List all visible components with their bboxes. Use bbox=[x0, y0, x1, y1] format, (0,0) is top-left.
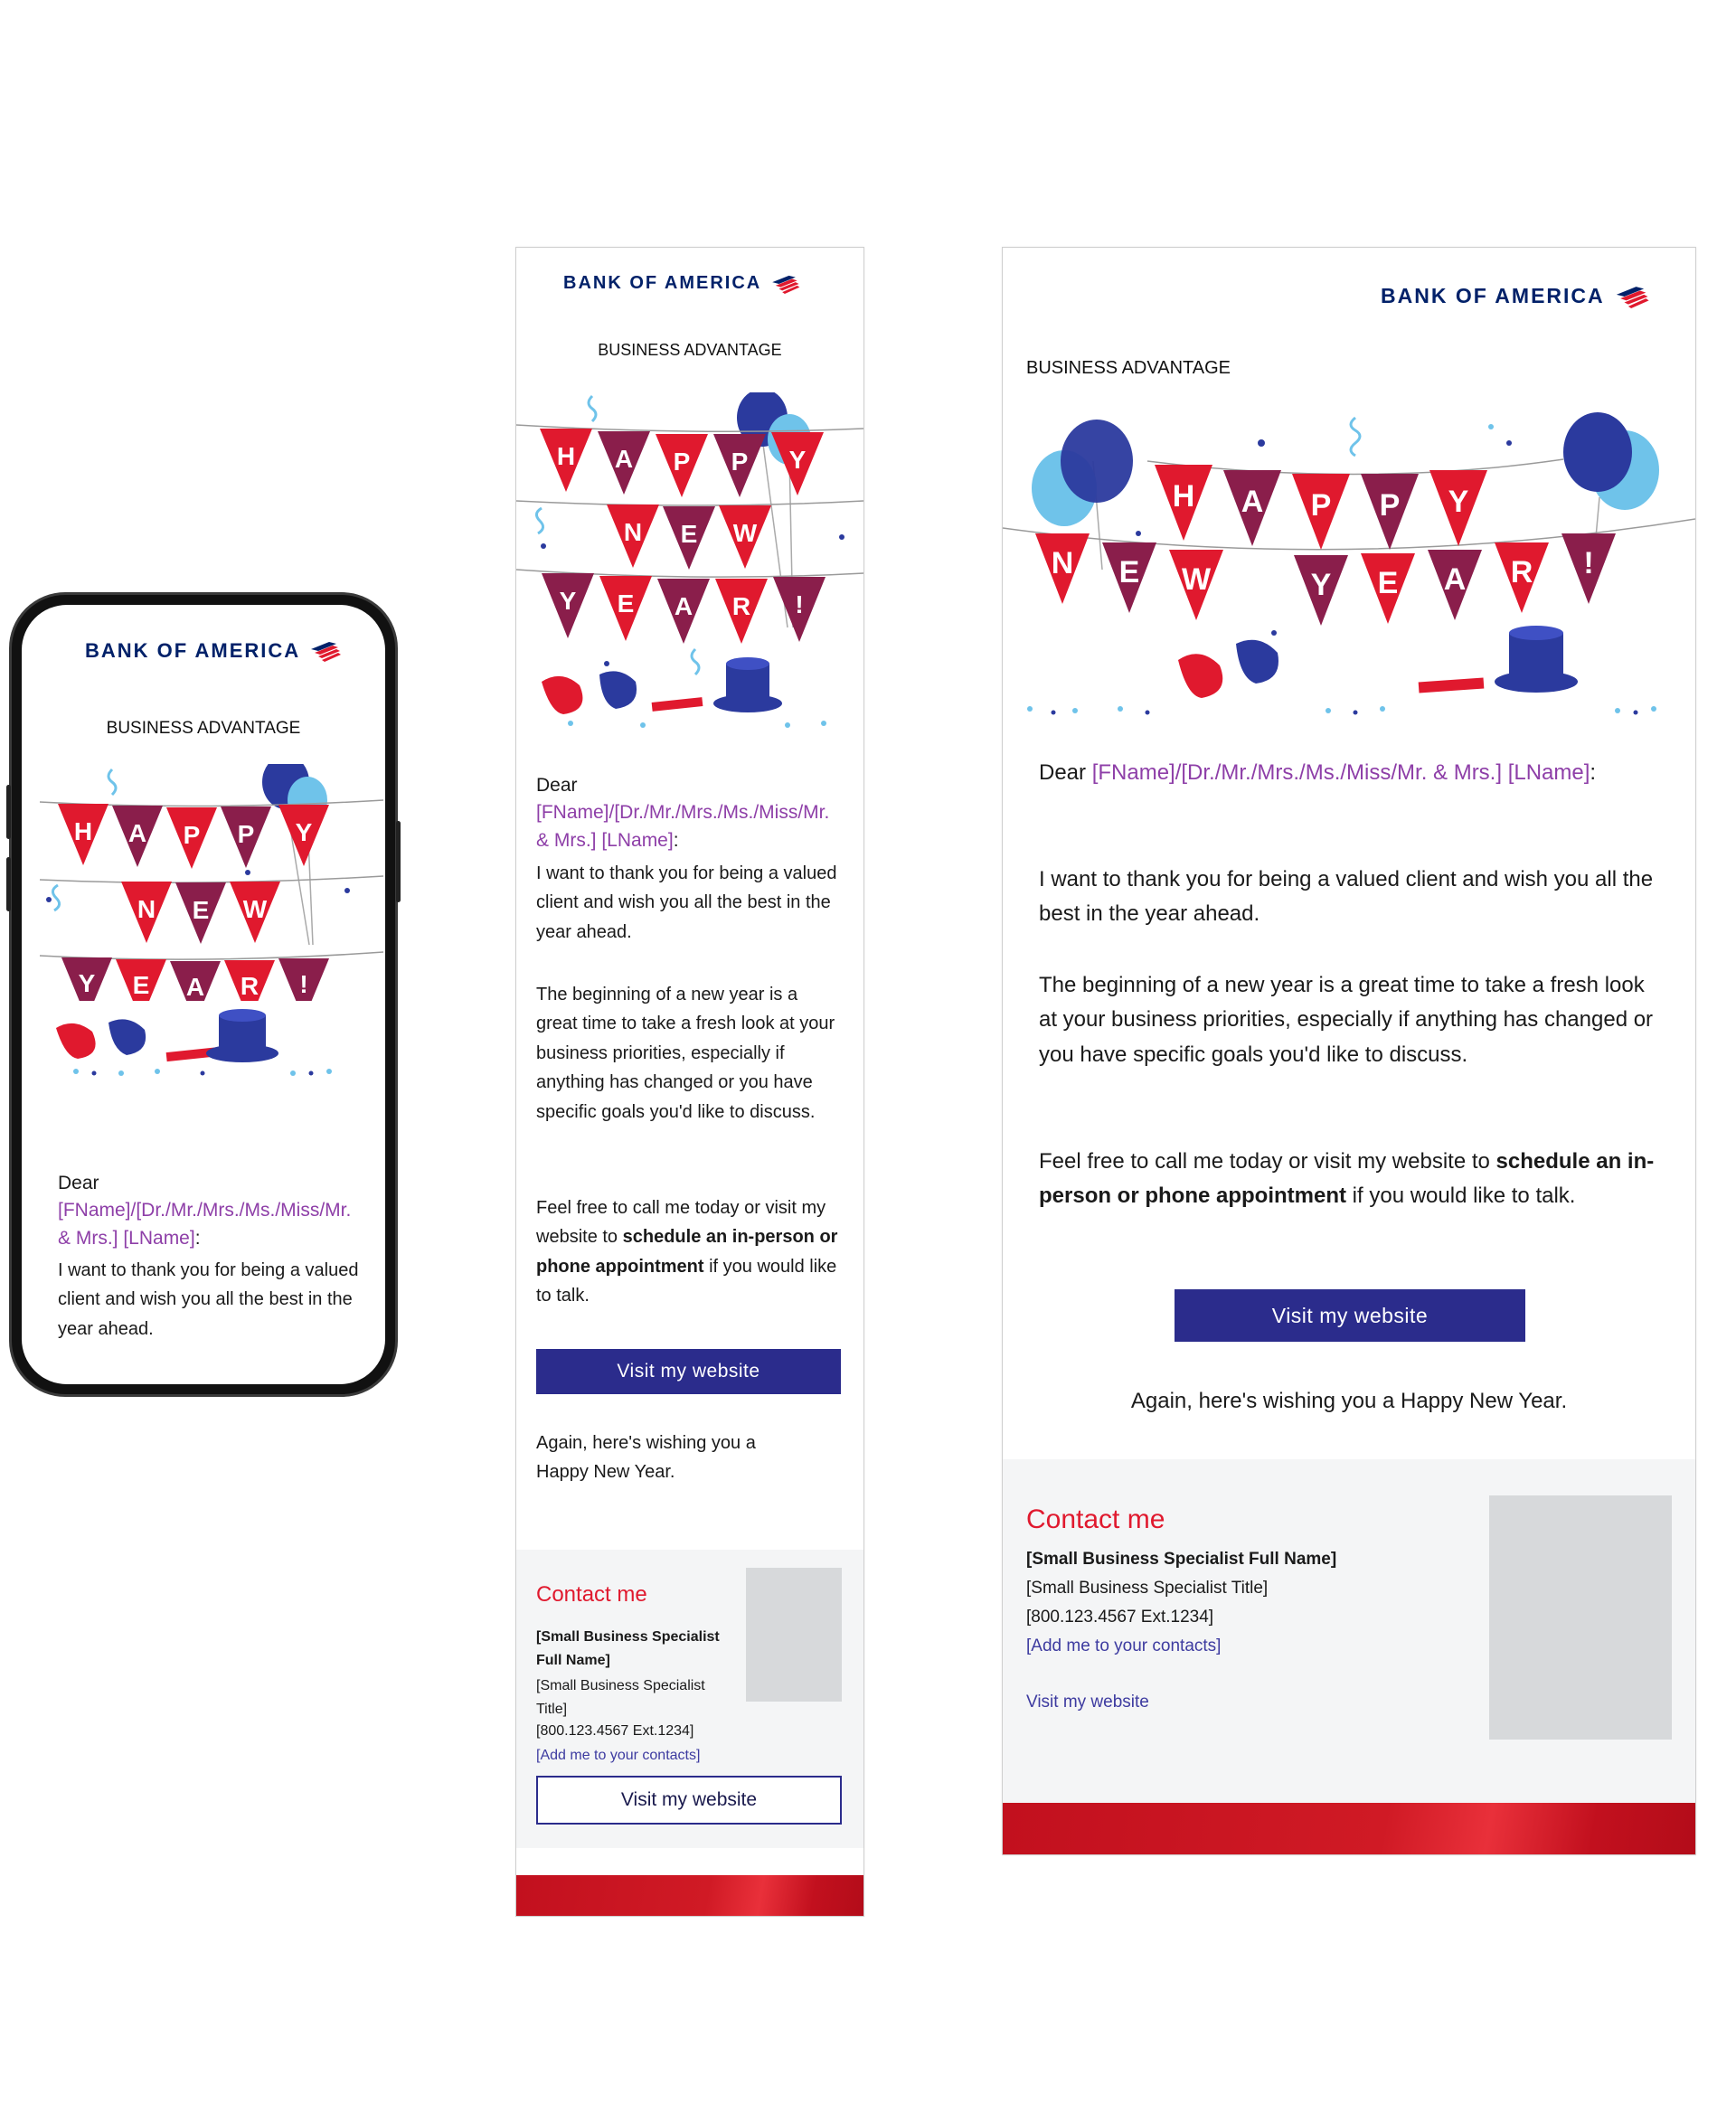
phone-screen bbox=[22, 605, 385, 1384]
top-hat-icon bbox=[206, 1009, 278, 1062]
pennant-letter: P bbox=[731, 448, 749, 476]
merge-colon: : bbox=[673, 829, 679, 851]
pennant-letter: H bbox=[1172, 479, 1195, 514]
pennant-letter: R bbox=[240, 972, 259, 1000]
streamer-icon bbox=[1351, 418, 1360, 456]
add-to-contacts-link[interactable]: [Add me to your contacts] bbox=[536, 1748, 701, 1763]
pennant-letter: E bbox=[617, 589, 635, 618]
visit-website-outline-button[interactable]: Visit my website bbox=[536, 1776, 842, 1825]
new-year-banner bbox=[516, 392, 863, 736]
email-preview-wide bbox=[1002, 247, 1696, 1855]
pennant-letter: ! bbox=[1583, 546, 1594, 580]
pennant-letter: E bbox=[1377, 566, 1399, 600]
visit-website-button[interactable]: Visit my website bbox=[536, 1349, 841, 1394]
pennant-letter: P bbox=[1310, 488, 1332, 523]
contact-title: Contact me bbox=[1026, 1504, 1165, 1534]
mask-icon bbox=[1178, 640, 1278, 698]
p3-text: if you would like to talk. bbox=[1352, 1184, 1576, 1209]
brand-name: BANK OF AMERICA bbox=[1381, 284, 1605, 307]
merge-colon: : bbox=[194, 1227, 201, 1249]
pennant-letter: Y bbox=[1310, 568, 1332, 602]
specialist-name: [Small Business Specialist Full Name] bbox=[1026, 1550, 1337, 1569]
salutation-prefix: Dear bbox=[58, 1173, 99, 1193]
phone-power-button bbox=[396, 821, 401, 902]
contact-section bbox=[516, 1550, 863, 1848]
pennant-letter: H bbox=[556, 442, 576, 470]
body-paragraph-3 bbox=[1039, 1145, 1672, 1214]
bank-of-america-flag-icon bbox=[306, 640, 342, 662]
brand-logo bbox=[563, 273, 801, 294]
program-name: BUSINESS ADVANTAGE bbox=[106, 719, 301, 738]
balloon-icon bbox=[262, 764, 327, 945]
pennant-letter: H bbox=[73, 817, 93, 845]
specialist-photo-placeholder bbox=[1489, 1495, 1672, 1740]
merge-field-name: [FName]/[Dr./Mr./Mrs./Ms./Miss/Mr. & Mrs.] [LName] bbox=[58, 1200, 352, 1249]
body-paragraph-3 bbox=[536, 1193, 844, 1311]
top-hat-icon bbox=[713, 657, 782, 712]
pennant-letter: ! bbox=[299, 970, 308, 998]
pennant-letter: P bbox=[1379, 488, 1401, 523]
p3-text: Feel free to call me today or visit my website to bbox=[536, 1198, 826, 1248]
merge-field-name: [FName]/[Dr./Mr./Mrs./Ms./Miss/Mr. & Mrs.] [LName] bbox=[1091, 760, 1590, 785]
merge-colon: : bbox=[1590, 760, 1597, 785]
salutation bbox=[58, 1170, 365, 1252]
mask-icon bbox=[542, 671, 637, 714]
pennant-letter: E bbox=[192, 896, 210, 924]
visit-website-button[interactable]: Visit my website bbox=[1175, 1289, 1525, 1342]
pennant-letter: Y bbox=[788, 446, 807, 474]
pennant-letter: P bbox=[673, 448, 691, 476]
new-year-banner bbox=[1003, 407, 1695, 729]
pennant-letter: A bbox=[185, 973, 205, 1001]
footer-bar bbox=[1003, 1803, 1695, 1854]
phone-mockup bbox=[9, 592, 398, 1397]
brand-name: BANK OF AMERICA bbox=[85, 639, 301, 662]
pennant-letter: R bbox=[731, 592, 751, 620]
top-hat-icon bbox=[1495, 626, 1578, 693]
pennant-letter: Y bbox=[559, 587, 577, 615]
mask-icon bbox=[56, 1019, 146, 1059]
salutation-prefix: Dear bbox=[536, 775, 578, 796]
p3-text: if you would like to talk. bbox=[536, 1256, 837, 1306]
p3-bold-text: schedule an in-person or phone appointment bbox=[1039, 1149, 1655, 1209]
pennant-letter: N bbox=[137, 895, 156, 923]
program-name: BUSINESS ADVANTAGE bbox=[1026, 358, 1231, 378]
pennant-letter: N bbox=[623, 518, 643, 546]
brand-name: BANK OF AMERICA bbox=[563, 273, 762, 293]
pennant-letter: W bbox=[1181, 562, 1212, 597]
pennant-letter: P bbox=[237, 820, 255, 848]
closing-line: Again, here's wishing you a Happy New Year. bbox=[536, 1433, 756, 1483]
pennant-letter: W bbox=[732, 519, 758, 547]
specialist-title: [Small Business Specialist Title] bbox=[536, 1678, 705, 1718]
salutation bbox=[536, 772, 844, 854]
party-props-illustration bbox=[22, 1001, 385, 1084]
pennant-letter: P bbox=[183, 821, 201, 849]
pennant-letter: Y bbox=[295, 818, 313, 846]
pennant-letter: ! bbox=[795, 590, 804, 618]
visit-website-link[interactable]: Visit my website bbox=[1026, 1693, 1149, 1712]
contact-section bbox=[1003, 1459, 1695, 1803]
bank-of-america-flag-icon bbox=[1610, 285, 1650, 308]
phone-volume-button bbox=[6, 857, 11, 911]
specialist-title: [Small Business Specialist Title] bbox=[1026, 1579, 1269, 1598]
bank-of-america-flag-icon bbox=[767, 274, 801, 294]
pennant-letter: A bbox=[127, 819, 147, 847]
body-paragraph-2: The beginning of a new year is a great time to take a fresh look at your business priorities, especially if anything has changed or you have specific goals you'd like to discuss. bbox=[536, 985, 835, 1122]
pennant-letter: Y bbox=[78, 969, 96, 997]
pennant-letter: N bbox=[1051, 546, 1074, 580]
pennant-letter: A bbox=[1443, 562, 1467, 597]
new-year-banner bbox=[22, 764, 385, 1001]
body-paragraph-1: I want to thank you for being a valued client and wish you all the best in the year ahead. bbox=[58, 1260, 359, 1339]
p3-bold-text: schedule an in-person or phone appointment bbox=[536, 1227, 838, 1277]
closing-line: Again, here's wishing you a Happy New Year. bbox=[1130, 1389, 1568, 1413]
pennant-letter: Y bbox=[1448, 485, 1469, 519]
specialist-phone: [800.123.4567 Ext.1234] bbox=[1026, 1608, 1214, 1627]
pennant-letter: E bbox=[1118, 555, 1140, 589]
email-preview-narrow bbox=[515, 247, 864, 1917]
brand-logo bbox=[85, 639, 342, 663]
specialist-name: [Small Business Specialist Full Name] bbox=[536, 1629, 720, 1669]
pennant-letter: W bbox=[242, 895, 268, 923]
contact-title: Contact me bbox=[536, 1582, 647, 1607]
party-horn-icon bbox=[1419, 678, 1485, 693]
specialist-phone: [800.123.4567 Ext.1234] bbox=[536, 1723, 694, 1739]
party-horn-icon bbox=[652, 697, 703, 712]
footer-bar bbox=[516, 1875, 863, 1916]
pennant-letter: A bbox=[614, 445, 634, 473]
body-paragraph-1: I want to thank you for being a valued client and wish you all the best in the year ahead. bbox=[536, 863, 837, 942]
salutation bbox=[1039, 756, 1618, 790]
brand-logo bbox=[1381, 284, 1650, 308]
body-paragraph-2: The beginning of a new year is a great time to take a fresh look at your business priorities, especially if anything has changed or you have specific goals you'd like to discuss. bbox=[1039, 973, 1654, 1067]
salutation-prefix: Dear bbox=[1039, 760, 1087, 785]
pennant-letter: E bbox=[132, 971, 150, 999]
specialist-photo-placeholder bbox=[746, 1568, 842, 1702]
p3-text: Feel free to call me today or visit my website to bbox=[1039, 1149, 1490, 1174]
pennant-letter: E bbox=[680, 520, 698, 548]
merge-field-name: [FName]/[Dr./Mr./Mrs./Ms./Miss/Mr. & Mrs.] [LName] bbox=[536, 802, 830, 851]
add-to-contacts-link[interactable]: [Add me to your contacts] bbox=[1026, 1636, 1222, 1655]
pennant-letter: R bbox=[1510, 555, 1533, 589]
program-name: BUSINESS ADVANTAGE bbox=[598, 341, 782, 359]
body-paragraph-1: I want to thank you for being a valued client and wish you all the best in the year ahead. bbox=[1039, 867, 1654, 927]
pennant-letter: A bbox=[1241, 485, 1264, 519]
phone-volume-button bbox=[6, 785, 11, 839]
pennant-letter: A bbox=[674, 592, 693, 620]
